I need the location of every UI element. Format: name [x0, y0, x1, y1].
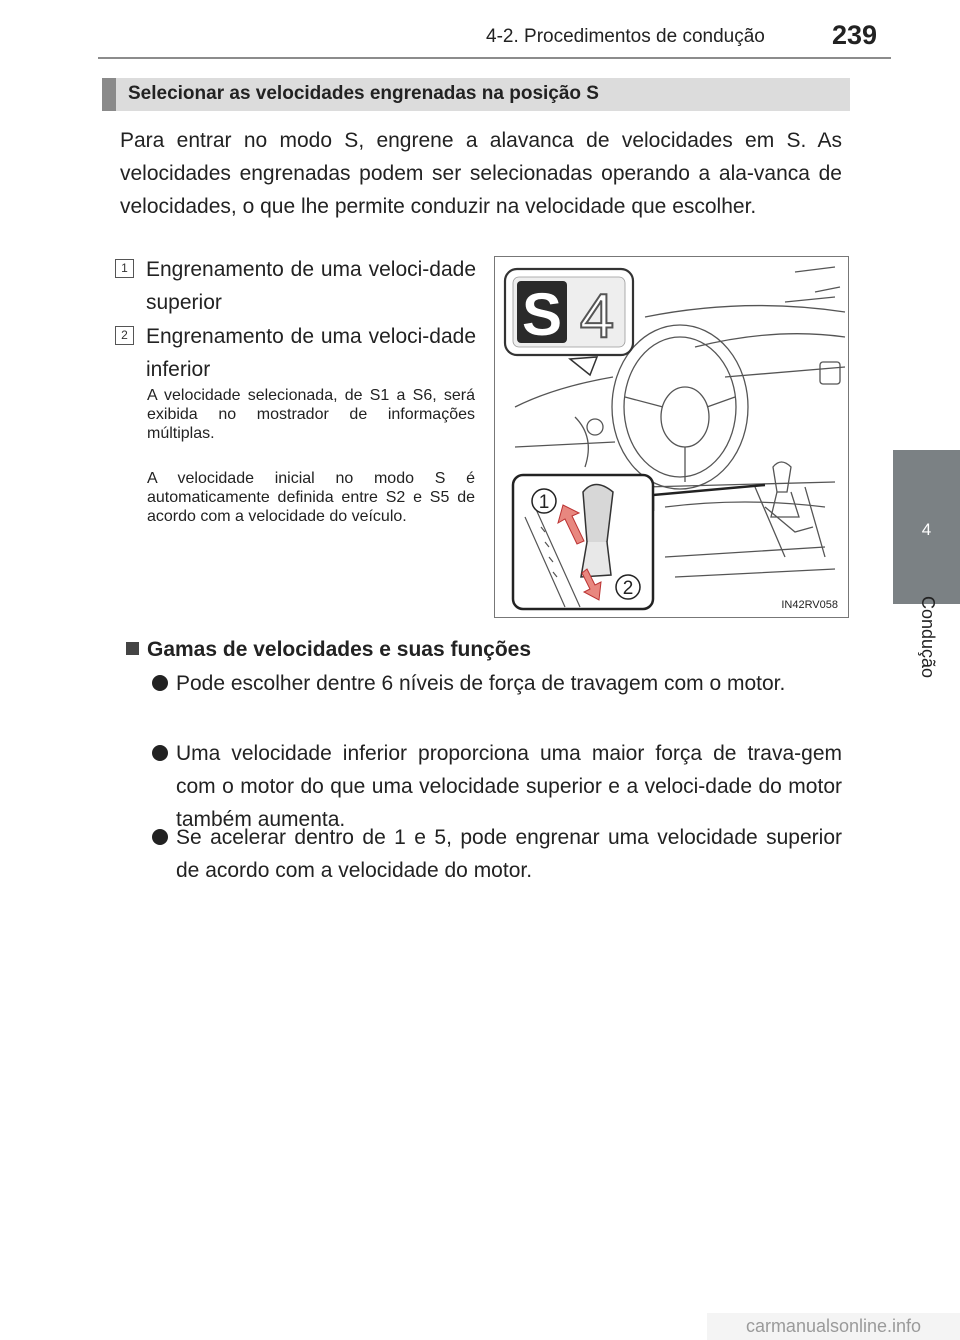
- step-text: Engrenamento de uma veloci-dade superior: [146, 258, 476, 314]
- running-header-section: 4-2. Procedimentos de condução: [486, 26, 765, 47]
- chapter-label: Condução: [918, 596, 938, 679]
- chapter-number: 4: [921, 520, 932, 539]
- site-watermark: carmanualsonline.info: [707, 1313, 960, 1340]
- subheading: [126, 638, 531, 662]
- cockpit-drawing: [495, 257, 849, 618]
- bullet-text: Se acelerar dentro de 1 e 5, pode engrenar uma velocidade superior de acordo com a velocidade do motor.: [176, 826, 842, 882]
- gear-display-callout: [505, 269, 633, 375]
- chapter-tab: [893, 450, 960, 603]
- bullet-dot-icon: [152, 745, 168, 761]
- bullet-text: Pode escolher dentre 6 níveis de força de travagem com o motor.: [176, 672, 786, 695]
- step-number: 1: [115, 259, 134, 278]
- subheading-text: Gamas de velocidades e suas funções: [147, 638, 532, 661]
- intro-paragraph: Para entrar no modo S, engrene a alavanca de velocidades em S. As velocidades engrenadas podem ser selecionadas operando a ala-vanca de velocidades, o que lhe permite conduzir na velocidade que escolher.: [120, 129, 842, 218]
- bullet-dot-icon: [152, 675, 168, 691]
- bullet-dot-icon: [152, 829, 168, 845]
- section-title-bar: [102, 78, 850, 111]
- shift-lever-illustration: [494, 256, 849, 618]
- page-number: 239: [832, 20, 878, 50]
- figure-code: IN42RV058: [781, 599, 838, 611]
- header-rule: [98, 57, 891, 59]
- note-gear-display: A velocidade selecionada, de S1 a S6, será exibida no mostrador de informações múltiplas.: [147, 387, 475, 442]
- shift-lever-callout: [513, 475, 653, 609]
- callout-1: 1: [538, 492, 550, 513]
- step-text: Engrenamento de uma veloci-dade inferior: [146, 325, 476, 381]
- display-s-letter: S: [521, 281, 563, 348]
- display-gear-number: 4: [579, 282, 615, 351]
- step-number: 2: [115, 326, 134, 345]
- bullet-text: Uma velocidade inferior proporciona uma maior força de trava-gem com o motor do que uma velocidade superior e a veloci-dade do motor também aumenta.: [176, 742, 842, 831]
- section-title: Selecionar as velocidades engrenadas na posição S: [128, 83, 599, 104]
- square-bullet-icon: [126, 642, 139, 655]
- callout-2: 2: [622, 578, 634, 599]
- note-initial-gear: A velocidade inicial no modo S é automaticamente definida entre S2 e S5 de acordo com a velocidade do veículo.: [147, 470, 475, 525]
